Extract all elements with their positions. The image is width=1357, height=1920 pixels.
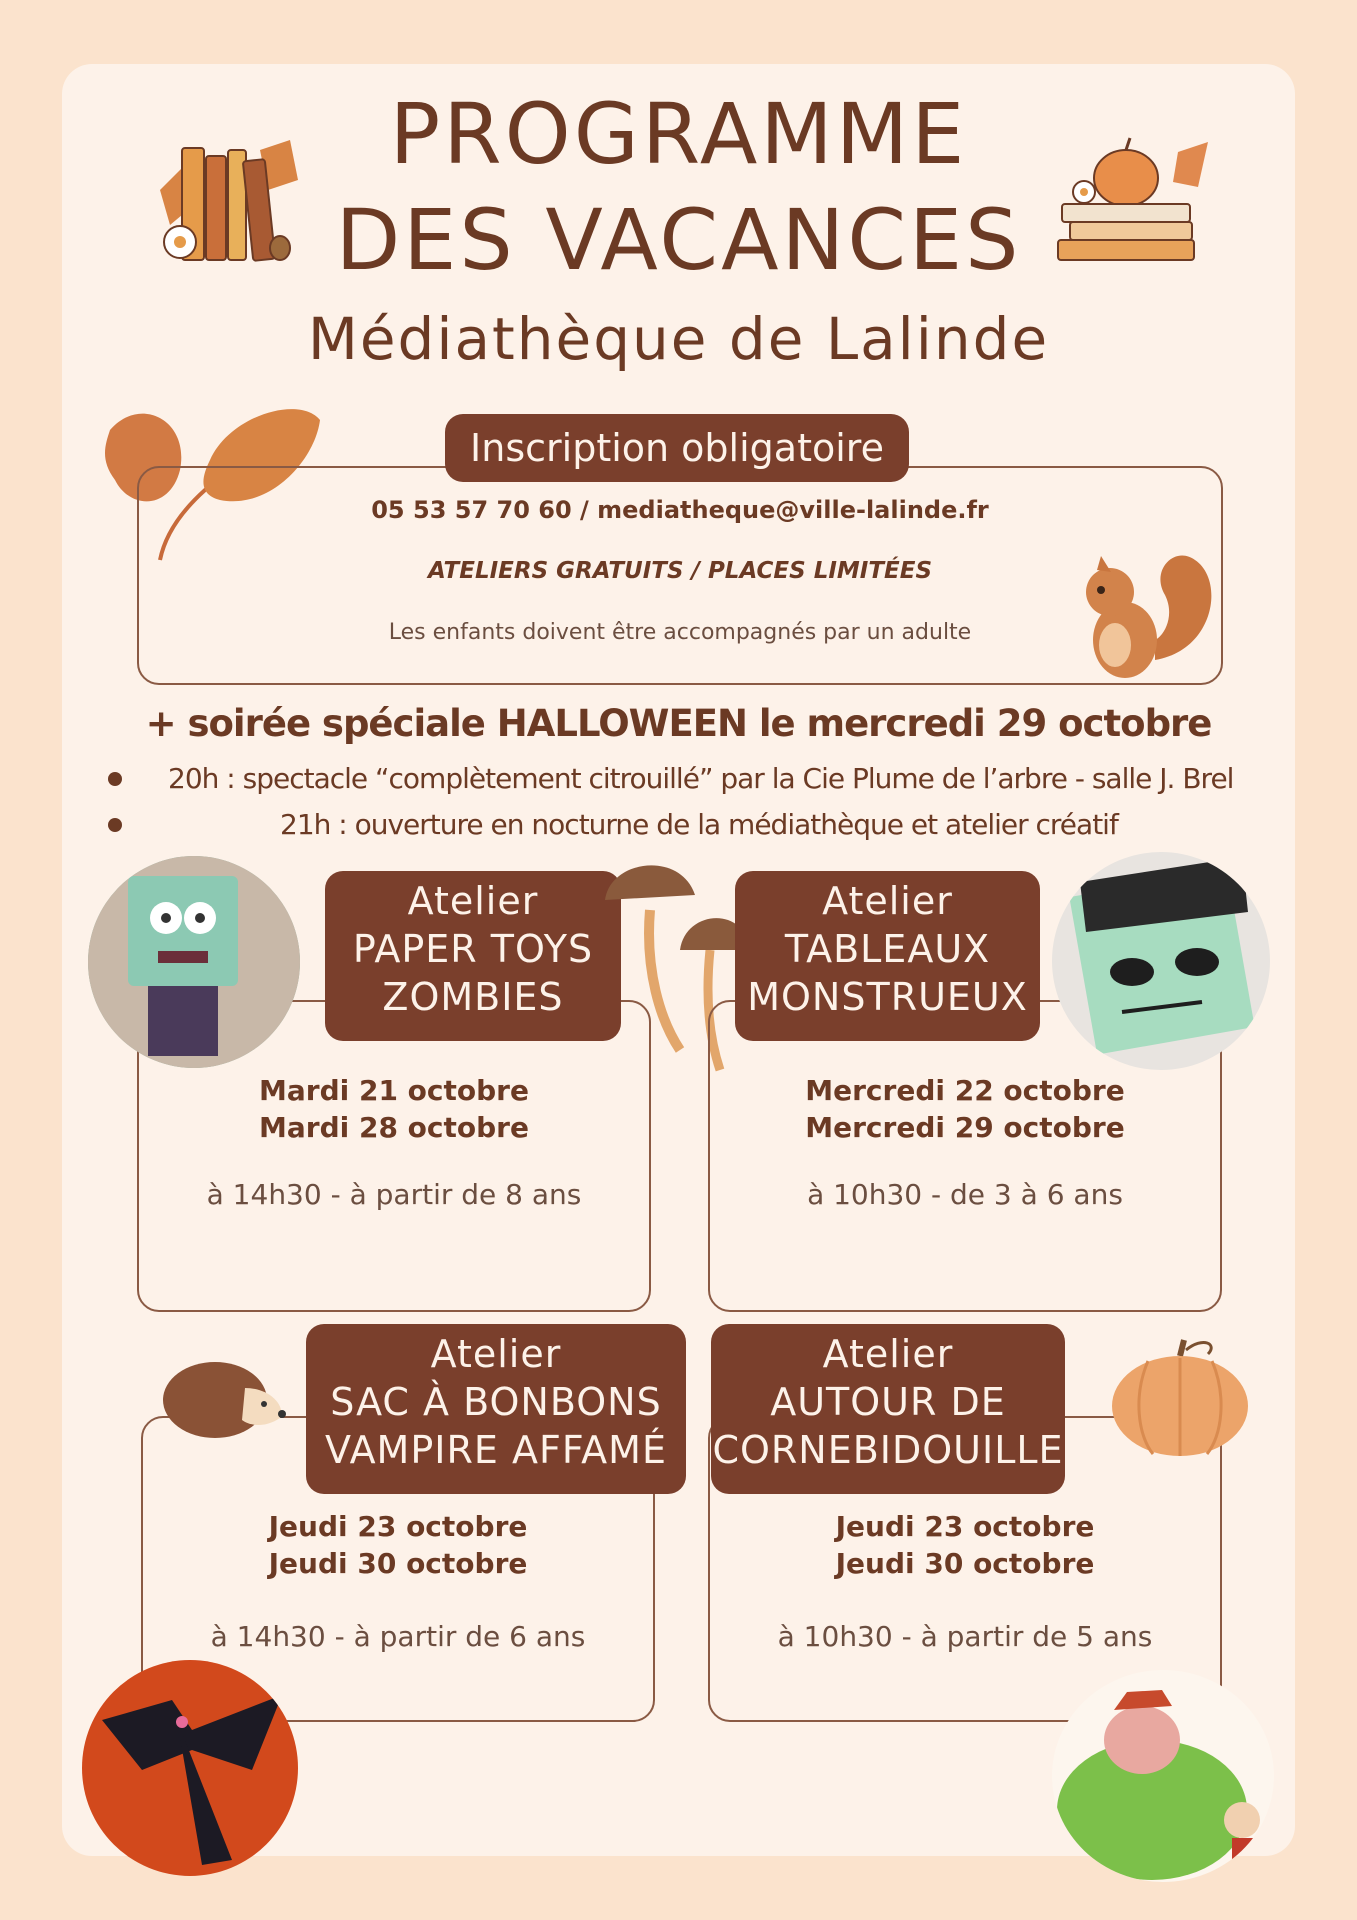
- workshop-date: Mercredi 22 octobre: [805, 1074, 1125, 1107]
- workshop-date: Jeudi 23 octobre: [835, 1510, 1095, 1543]
- hedgehog-icon: [160, 1348, 290, 1440]
- pumpkin-icon: [1108, 1336, 1252, 1460]
- workshop-label-line: Atelier: [430, 1332, 562, 1376]
- workshop-time-2: à 10h30 - de 3 à 6 ans: [807, 1178, 1123, 1211]
- vampire-candy-bag-photo: [82, 1660, 298, 1876]
- workshop-label-line: MONSTRUEUX: [747, 975, 1028, 1019]
- workshop-time-1: à 14h30 - à partir de 8 ans: [206, 1178, 582, 1211]
- workshop-label-line: VAMPIRE AFFAMÉ: [325, 1428, 667, 1472]
- workshop-dates-1: [137, 1072, 651, 1146]
- workshop-label-line: SAC À BONBONS: [330, 1380, 662, 1424]
- workshop-label-line: AUTOUR DE: [770, 1380, 1006, 1424]
- workshop-date: Jeudi 30 octobre: [268, 1547, 528, 1580]
- adult-accompaniment-note: Les enfants doivent être accompagnés par un adulte: [388, 620, 972, 645]
- workshop-label-line: PAPER TOYS: [352, 927, 594, 971]
- workshop-time-4: à 10h30 - à partir de 5 ans: [777, 1620, 1153, 1653]
- workshop-label-line: Atelier: [822, 879, 953, 923]
- workshop-label-2: [735, 871, 1040, 1041]
- cornebidouille-illustration: [1052, 1670, 1274, 1882]
- workshop-label-4: [711, 1324, 1065, 1494]
- bullet: [108, 772, 122, 786]
- workshop-label-1: [325, 871, 621, 1041]
- registration-contact: 05 53 57 70 60 / mediatheque@ville-lalinde.fr: [371, 496, 989, 524]
- zombie-paper-toy-photo: [88, 856, 300, 1068]
- workshop-label-3: [306, 1324, 686, 1494]
- workshop-label-line: Atelier: [407, 879, 539, 923]
- title-line-1: PROGRAMME: [389, 85, 968, 183]
- workshop-date: Mardi 28 octobre: [259, 1111, 529, 1144]
- workshop-label-line: CORNEBIDOUILLE: [712, 1428, 1064, 1472]
- halloween-item-1: 20h : spectacle “complètement citrouillé” par la Cie Plume de l’arbre - salle J. Brel: [168, 762, 1234, 795]
- workshop-date: Mercredi 29 octobre: [805, 1111, 1125, 1144]
- workshop-label-line: Atelier: [822, 1332, 954, 1376]
- free-workshops-note: ATELIERS GRATUITS / PLACES LIMITÉES: [427, 558, 933, 584]
- workshop-date: Mardi 21 octobre: [259, 1074, 529, 1107]
- registration-label: Inscription obligatoire: [445, 414, 909, 482]
- halloween-item-2: 21h : ouverture en nocturne de la médiathèque et atelier créatif: [280, 808, 1118, 841]
- bullet: [108, 818, 122, 832]
- squirrel-icon: [1065, 540, 1225, 690]
- workshop-dates-2: [708, 1072, 1222, 1146]
- workshop-time-3: à 14h30 - à partir de 6 ans: [210, 1620, 586, 1653]
- workshop-date: Jeudi 23 octobre: [268, 1510, 528, 1543]
- workshop-date: Jeudi 30 octobre: [835, 1547, 1095, 1580]
- workshop-dates-3: [141, 1508, 655, 1582]
- workshop-dates-4: [708, 1508, 1222, 1582]
- title-line-2: DES VACANCES: [335, 191, 1022, 289]
- workshop-label-line: ZOMBIES: [382, 975, 564, 1019]
- halloween-title: + soirée spéciale HALLOWEEN le mercredi 29 octobre: [145, 702, 1212, 745]
- subtitle: Médiathèque de Lalinde: [307, 305, 1050, 373]
- workshop-label-line: TABLEAUX: [784, 927, 991, 971]
- frankenstein-painting-photo: [1052, 852, 1270, 1070]
